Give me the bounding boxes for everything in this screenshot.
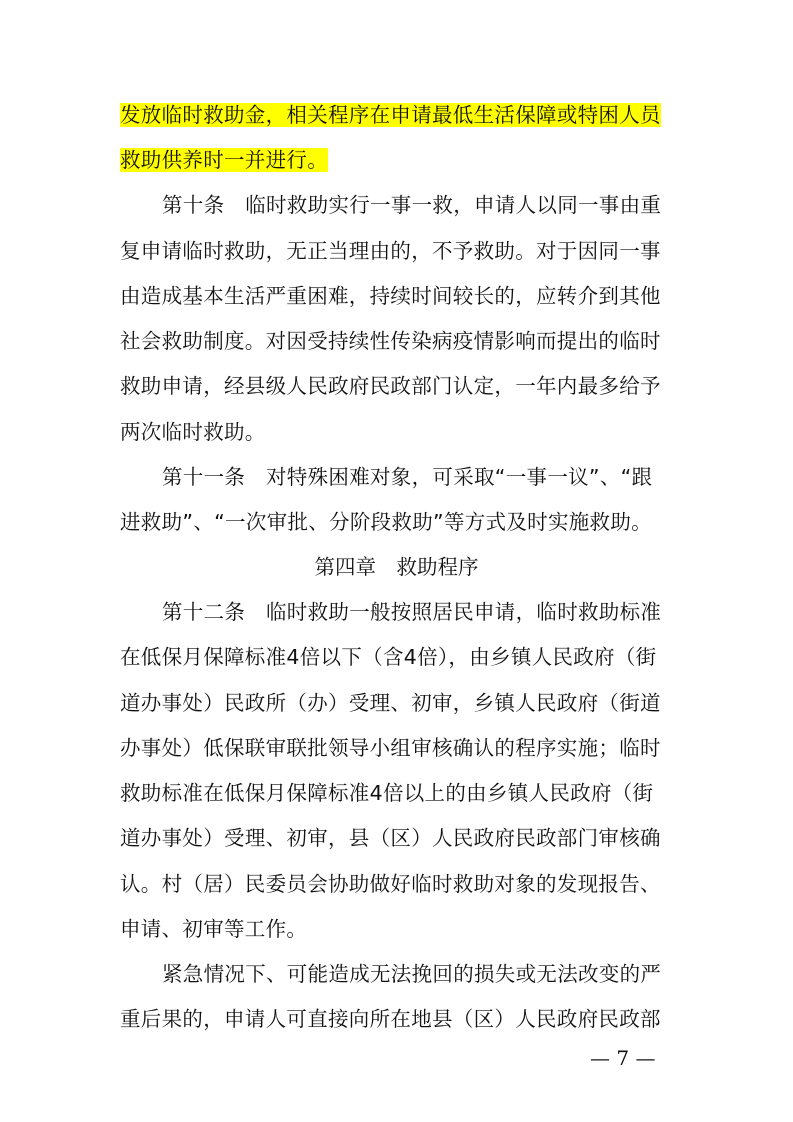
- article-10-line-6: 两次临时救助。: [120, 420, 266, 444]
- article-10-line-5: 救助申请，经县级人民政府民政部门认定，一年内最多给予: [120, 374, 661, 398]
- article-12-line-8: 申请、初审等工作。: [120, 917, 308, 941]
- article-11-line-2: 进救助”、“一次审批、分阶段救助”等方式及时实施救助。: [120, 510, 652, 534]
- article-10-line-2: 复申请临时救助，无正当理由的，不予救助。对于因同一事: [120, 239, 661, 263]
- article-12-line-5: 救助标准在低保月保障标准4倍以上的由乡镇人民政府（街: [120, 781, 654, 805]
- article-12-line-6: 道办事处）受理、初审，县（区）人民政府民政部门审核确: [120, 826, 661, 850]
- chapter-heading: 第四章 救助程序: [314, 555, 479, 579]
- article-11-line-1: 第十一条 对特殊困难对象，可采取“一事一议”、“跟: [162, 465, 653, 489]
- article-10-line-1: 第十条 临时救助实行一事一救，申请人以同一事由重: [162, 193, 662, 217]
- emergency-paragraph-line-1: 紧急情况下、可能造成无法挽回的损失或无法改变的严: [162, 962, 662, 986]
- emergency-paragraph-line-2: 重后果的，申请人可直接向所在地县（区）人民政府民政部: [120, 1007, 661, 1031]
- article-12-line-1: 第十二条 临时救助一般按照居民申请，临时救助标准: [162, 600, 662, 624]
- page-number: — 7 —: [590, 1046, 656, 1070]
- article-10-line-3: 由造成基本生活严重困难，持续时间较长的，应转介到其他: [120, 284, 661, 308]
- highlighted-text: 救助供养时一并进行。: [120, 148, 328, 172]
- paragraph-line-1: [120, 101, 661, 129]
- article-12-line-4: 办事处）低保联审联批领导小组审核确认的程序实施；临时: [120, 736, 661, 760]
- paragraph-line-2: [120, 146, 328, 174]
- article-12-line-3: 道办事处）民政所（办）受理、初审，乡镇人民政府（街道: [120, 691, 661, 715]
- highlighted-text: 发放临时救助金，相关程序在申请最低生活保障或特困人员: [120, 103, 661, 127]
- article-12-line-7: 认。村（居）民委员会协助做好临时救助对象的发现报告、: [120, 872, 661, 896]
- article-10-line-4: 社会救助制度。对因受持续性传染病疫情影响而提出的临时: [120, 329, 661, 353]
- article-12-line-2: 在低保月保障标准4倍以下（含4倍），由乡镇人民政府（街: [120, 645, 657, 669]
